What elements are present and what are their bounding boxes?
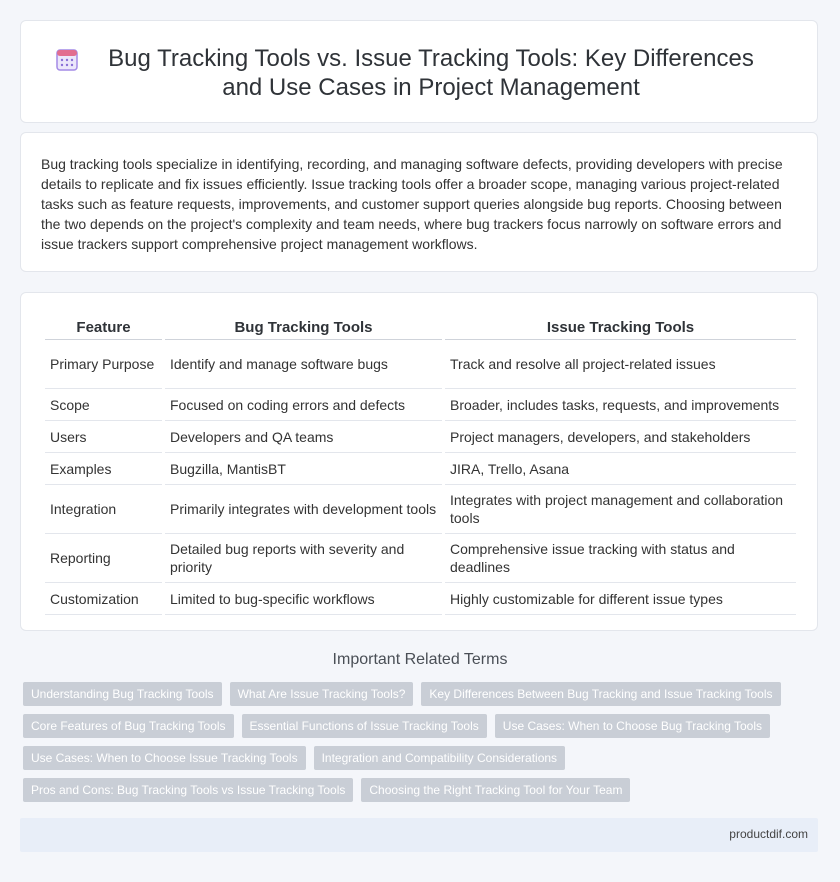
related-term-chip[interactable]: Pros and Cons: Bug Tracking Tools vs Issue Tracking Tools [23,778,353,802]
header-feature: Feature [45,314,162,340]
related-term-chip[interactable]: Use Cases: When to Choose Bug Tracking Tools [495,714,770,738]
comparison-card [20,292,818,631]
table-header-row [45,314,796,340]
footer-site-link[interactable]: productdif.com [729,827,808,841]
table-row [45,583,796,615]
feature-cell: Users [45,421,162,453]
related-term-chip[interactable]: Use Cases: When to Choose Issue Tracking Tools [23,746,306,770]
table-row [45,389,796,421]
table-row [45,340,796,389]
comparison-table [42,314,799,615]
issue-cell: Track and resolve all project-related issues [445,340,796,389]
related-term-chip[interactable]: What Are Issue Tracking Tools? [230,682,414,706]
page-title: Bug Tracking Tools vs. Issue Tracking Tools: Key Differences and Use Cases in Project Management [108,45,754,101]
feature-cell: Customization [45,583,162,615]
feature-cell: Scope [45,389,162,421]
related-term-chip[interactable]: Key Differences Between Bug Tracking and Issue Tracking Tools [421,682,780,706]
issue-cell: Project managers, developers, and stakeholders [445,421,796,453]
bug-cell: Limited to bug-specific workflows [165,583,442,615]
intro-paragraph: Bug tracking tools specialize in identifying, recording, and managing software defects, providing developers with precise details to replicate and fix issues efficiently. Issue tracking tools offer a broader scope, managing various project-related tasks such as feature requests, improvements, and customer support queries alongside bug reports. Choosing between the two depends on the project's complexity and team needs, where bug trackers focus narrowly on software errors and issue trackers support comprehensive project management workflows. [41,156,783,252]
related-term-chip[interactable]: Understanding Bug Tracking Tools [23,682,222,706]
bug-cell: Focused on coding errors and defects [165,389,442,421]
feature-cell: Reporting [45,534,162,583]
table-row [45,534,796,583]
related-term-chip[interactable]: Essential Functions of Issue Tracking Tools [242,714,487,738]
header-bug-tracking: Bug Tracking Tools [165,314,442,340]
intro-card [20,132,818,272]
issue-cell: JIRA, Trello, Asana [445,453,796,485]
feature-cell: Integration [45,485,162,534]
bug-cell: Detailed bug reports with severity and priority [165,534,442,583]
header-issue-tracking: Issue Tracking Tools [445,314,796,340]
footer [20,818,818,852]
bug-cell: Developers and QA teams [165,421,442,453]
feature-cell: Examples [45,453,162,485]
issue-cell: Comprehensive issue tracking with status and deadlines [445,534,796,583]
related-terms-heading: Important Related Terms [332,651,508,668]
header-card [20,20,818,123]
issue-cell: Broader, includes tasks, requests, and improvements [445,389,796,421]
bug-cell: Primarily integrates with development tools [165,485,442,534]
issue-cell: Highly customizable for different issue types [445,583,796,615]
table-row [45,453,796,485]
bug-cell: Bugzilla, MantisBT [165,453,442,485]
table-row [45,485,796,534]
related-term-chip[interactable]: Core Features of Bug Tracking Tools [23,714,234,738]
related-term-chip[interactable]: Choosing the Right Tracking Tool for Your Team [361,778,630,802]
feature-cell: Primary Purpose [45,340,162,389]
bug-cell: Identify and manage software bugs [165,340,442,389]
table-row [45,421,796,453]
related-terms-list [23,682,803,810]
issue-cell: Integrates with project management and collaboration tools [445,485,796,534]
related-term-chip[interactable]: Integration and Compatibility Considerations [314,746,565,770]
